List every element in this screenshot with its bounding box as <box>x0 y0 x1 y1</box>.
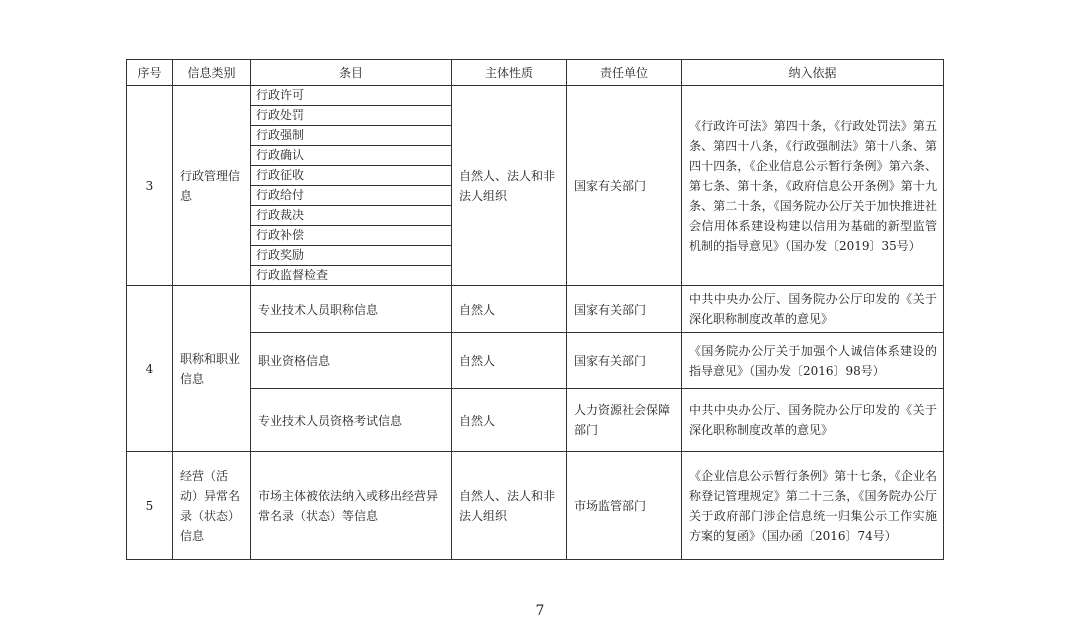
sub-item: 行政补偿 <box>251 226 451 246</box>
sub-item: 行政确认 <box>251 146 451 166</box>
sub-item: 行政征收 <box>251 166 451 186</box>
row-category: 经营（活动）异常名录（状态）信息 <box>173 452 251 560</box>
row-subject: 自然人、法人和非法人组织 <box>452 86 567 286</box>
header-category: 信息类别 <box>173 60 251 86</box>
credit-info-table <box>126 59 944 560</box>
row-basis: 《国务院办公厅关于加强个人诚信体系建设的指导意见》（国办发〔2016〕98号） <box>682 333 944 389</box>
header-basis: 纳入依据 <box>682 60 944 86</box>
header-subject: 主体性质 <box>452 60 567 86</box>
row-category: 职称和职业信息 <box>173 286 251 452</box>
table-row <box>127 286 944 333</box>
row-item: 职业资格信息 <box>251 333 452 389</box>
row-number: 5 <box>127 452 173 560</box>
row-item: 专业技术人员职称信息 <box>251 286 452 333</box>
sub-item: 行政监督检查 <box>251 266 451 286</box>
row-item: 市场主体被依法纳入或移出经营异常名录（状态）等信息 <box>251 452 452 560</box>
row-unit: 市场监管部门 <box>567 452 682 560</box>
table-header-row <box>127 60 944 86</box>
sub-item: 行政处罚 <box>251 106 451 126</box>
row-unit: 国家有关部门 <box>567 86 682 286</box>
row-unit: 国家有关部门 <box>567 286 682 333</box>
row-subject: 自然人 <box>452 286 567 333</box>
row-subject: 自然人 <box>452 333 567 389</box>
row-item: 专业技术人员资格考试信息 <box>251 389 452 452</box>
row-number: 3 <box>127 86 173 286</box>
table-row <box>127 452 944 560</box>
row-category: 行政管理信息 <box>173 86 251 286</box>
row-subject: 自然人 <box>452 389 567 452</box>
row-basis: 《企业信息公示暂行条例》第十七条，《企业名称登记管理规定》第二十三条，《国务院办公厅关于政府部门涉企信息统一归集公示工作实施方案的复函》（国办函〔2016〕74号） <box>682 452 944 560</box>
header-unit: 责任单位 <box>567 60 682 86</box>
row-unit: 国家有关部门 <box>567 333 682 389</box>
sub-item: 行政许可 <box>251 86 451 106</box>
page-number: 7 <box>535 603 545 619</box>
header-item: 条目 <box>251 60 452 86</box>
row-unit: 人力资源社会保障部门 <box>567 389 682 452</box>
row-subject: 自然人、法人和非法人组织 <box>452 452 567 560</box>
row-basis: 中共中央办公厅、国务院办公厅印发的《关于深化职称制度改革的意见》 <box>682 389 944 452</box>
row-basis: 《行政许可法》第四十条，《行政处罚法》第五条、第四十八条，《行政强制法》第十八条、第四十四条，《企业信息公示暂行条例》第六条、第七条、第十条，《政府信息公开条例》第十九条、第二十条，《国务院办公厅关于加快推进社会信用体系建设构建以信用为基础的新型监管机制的指导意见》（国办发〔2019〕35号） <box>682 86 944 286</box>
header-seq: 序号 <box>127 60 173 86</box>
sub-item: 行政给付 <box>251 186 451 206</box>
table-row <box>127 86 944 286</box>
row-items-cell <box>251 86 452 286</box>
row-basis: 中共中央办公厅、国务院办公厅印发的《关于深化职称制度改革的意见》 <box>682 286 944 333</box>
sub-item: 行政奖励 <box>251 246 451 266</box>
sub-item: 行政强制 <box>251 126 451 146</box>
sub-item: 行政裁决 <box>251 206 451 226</box>
row-number: 4 <box>127 286 173 452</box>
